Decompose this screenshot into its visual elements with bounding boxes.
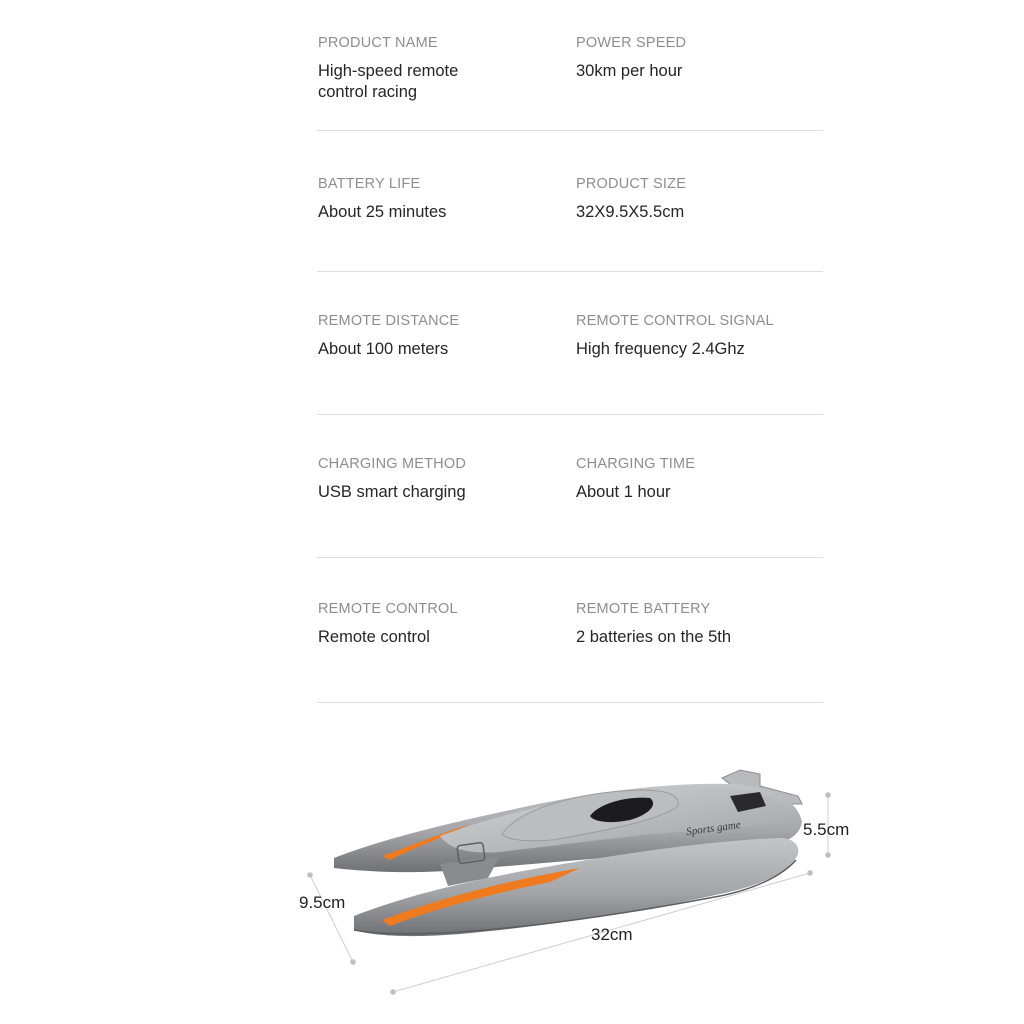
dimension-width bbox=[308, 873, 356, 965]
boat-body bbox=[334, 770, 802, 936]
spec-cell bbox=[576, 455, 823, 503]
dimension-length-label: 32cm bbox=[591, 925, 633, 944]
dimension-width-label: 9.5cm bbox=[299, 893, 346, 912]
spec-cell bbox=[318, 455, 558, 503]
spec-cell bbox=[318, 600, 558, 648]
spec-cell bbox=[576, 312, 823, 360]
spec-cell bbox=[318, 175, 558, 223]
spec-label: CHARGING TIME bbox=[576, 456, 696, 472]
spec-row bbox=[317, 312, 823, 415]
spec-label: CHARGING METHOD bbox=[318, 456, 466, 472]
spec-cell bbox=[576, 175, 823, 223]
hull-brand: Sports game bbox=[685, 818, 742, 839]
spec-value: 2 batteries on the 5th bbox=[576, 628, 732, 646]
spec-label: REMOTE CONTROL SIGNAL bbox=[576, 313, 774, 329]
spec-row bbox=[317, 455, 823, 558]
spec-value: About 25 minutes bbox=[318, 203, 447, 221]
spec-label: PRODUCT NAME bbox=[318, 35, 438, 51]
spec-value: About 1 hour bbox=[576, 483, 671, 501]
spec-row bbox=[317, 34, 823, 131]
spec-value: 30km per hour bbox=[576, 62, 683, 80]
spec-label: REMOTE DISTANCE bbox=[318, 313, 460, 329]
spec-label: POWER SPEED bbox=[576, 35, 687, 51]
boat-illustration bbox=[290, 760, 890, 1010]
spec-value: Remote control bbox=[318, 628, 430, 646]
spec-label: REMOTE BATTERY bbox=[576, 601, 711, 617]
spec-cell bbox=[318, 312, 558, 360]
spec-value: 32X9.5X5.5cm bbox=[576, 203, 685, 221]
spec-value: About 100 meters bbox=[318, 340, 449, 358]
spec-cell bbox=[576, 34, 823, 82]
spec-cell bbox=[576, 600, 823, 648]
dimension-height-label: 5.5cm bbox=[803, 820, 850, 839]
spec-value: High frequency 2.4Ghz bbox=[576, 340, 745, 358]
spec-label: PRODUCT SIZE bbox=[576, 176, 687, 192]
spec-label: BATTERY LIFE bbox=[318, 176, 421, 192]
spec-value: USB smart charging bbox=[318, 483, 466, 501]
spec-label: REMOTE CONTROL bbox=[318, 601, 458, 617]
spec-cell bbox=[318, 34, 558, 103]
spec-row bbox=[317, 175, 823, 272]
spec-row bbox=[317, 600, 823, 703]
spec-value: High-speed remote control racing bbox=[318, 62, 459, 101]
